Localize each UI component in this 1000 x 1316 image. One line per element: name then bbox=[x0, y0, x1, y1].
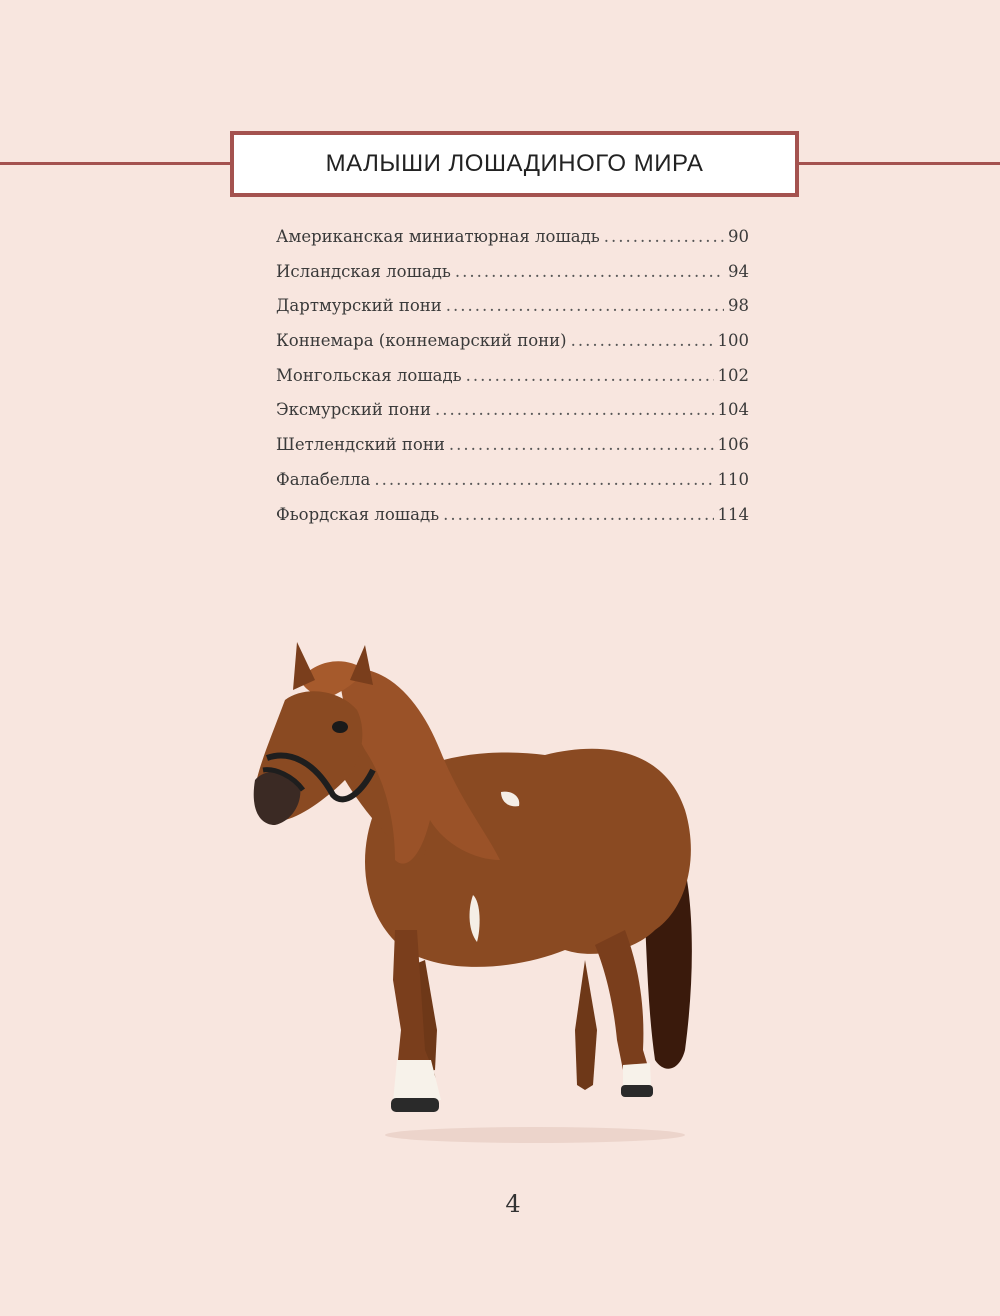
toc-leader-dots bbox=[466, 366, 714, 385]
toc-leader-dots bbox=[374, 470, 713, 489]
toc-entry[interactable] bbox=[276, 505, 749, 540]
toc-leader-dots bbox=[455, 262, 724, 281]
toc-entry-page: 110 bbox=[717, 469, 749, 489]
toc-entry-page: 94 bbox=[728, 261, 749, 281]
toc-leader-dots bbox=[443, 505, 713, 524]
toc-entry-name: Эксмурский пони bbox=[276, 400, 432, 420]
toc-leader-dots bbox=[571, 331, 714, 350]
header-rule-left bbox=[0, 162, 232, 165]
toc-entry[interactable] bbox=[276, 400, 749, 435]
page-number: 4 bbox=[505, 1190, 521, 1218]
section-title: МАЛЫШИ ЛОШАДИНОГО МИРА bbox=[325, 150, 704, 177]
toc-entry[interactable] bbox=[276, 227, 749, 262]
toc-entry-page: 104 bbox=[717, 400, 749, 420]
toc-entry-name: Исландская лошадь bbox=[276, 261, 451, 281]
toc-leader-dots bbox=[435, 400, 713, 419]
toc-entry-name: Фалабелла bbox=[276, 469, 371, 489]
toc-entry[interactable] bbox=[276, 331, 749, 366]
pony-far-hind-leg bbox=[575, 960, 597, 1090]
toc-entry-name: Фьордская лошадь bbox=[276, 504, 440, 524]
pony-front-hoof bbox=[391, 1098, 439, 1112]
toc-entry[interactable] bbox=[276, 262, 749, 297]
toc-entry-page: 90 bbox=[728, 227, 749, 246]
toc-leader-dots bbox=[449, 435, 714, 454]
section-title-box bbox=[230, 131, 799, 197]
toc-leader-dots bbox=[604, 227, 724, 246]
toc-entry-name: Шетлендский пони bbox=[276, 435, 445, 455]
toc-entry-page: 102 bbox=[717, 365, 749, 385]
pony-illustration bbox=[245, 630, 715, 1150]
table-of-contents bbox=[276, 227, 749, 539]
pony-eye bbox=[332, 721, 348, 733]
toc-entry-name: Монгольская лошадь bbox=[276, 365, 462, 385]
toc-entry-name: Дартмурский пони bbox=[276, 296, 442, 316]
toc-entry[interactable] bbox=[276, 296, 749, 331]
toc-entry-page: 106 bbox=[717, 435, 749, 455]
toc-entry[interactable] bbox=[276, 366, 749, 401]
toc-entry[interactable] bbox=[276, 470, 749, 505]
toc-entry-name: Коннемара (коннемарский пони) bbox=[276, 331, 567, 351]
toc-leader-dots bbox=[446, 296, 724, 315]
toc-entry-page: 98 bbox=[728, 296, 749, 316]
pony-hind-sock bbox=[623, 1063, 651, 1088]
pony-shadow bbox=[385, 1127, 685, 1143]
toc-entry-page: 114 bbox=[717, 504, 749, 524]
toc-entry[interactable] bbox=[276, 435, 749, 470]
header-rule-right bbox=[796, 162, 1000, 165]
toc-entry-page: 100 bbox=[717, 331, 749, 351]
toc-entry-name: Американская миниатюрная лошадь bbox=[276, 227, 600, 246]
pony-hind-hoof bbox=[621, 1085, 653, 1097]
